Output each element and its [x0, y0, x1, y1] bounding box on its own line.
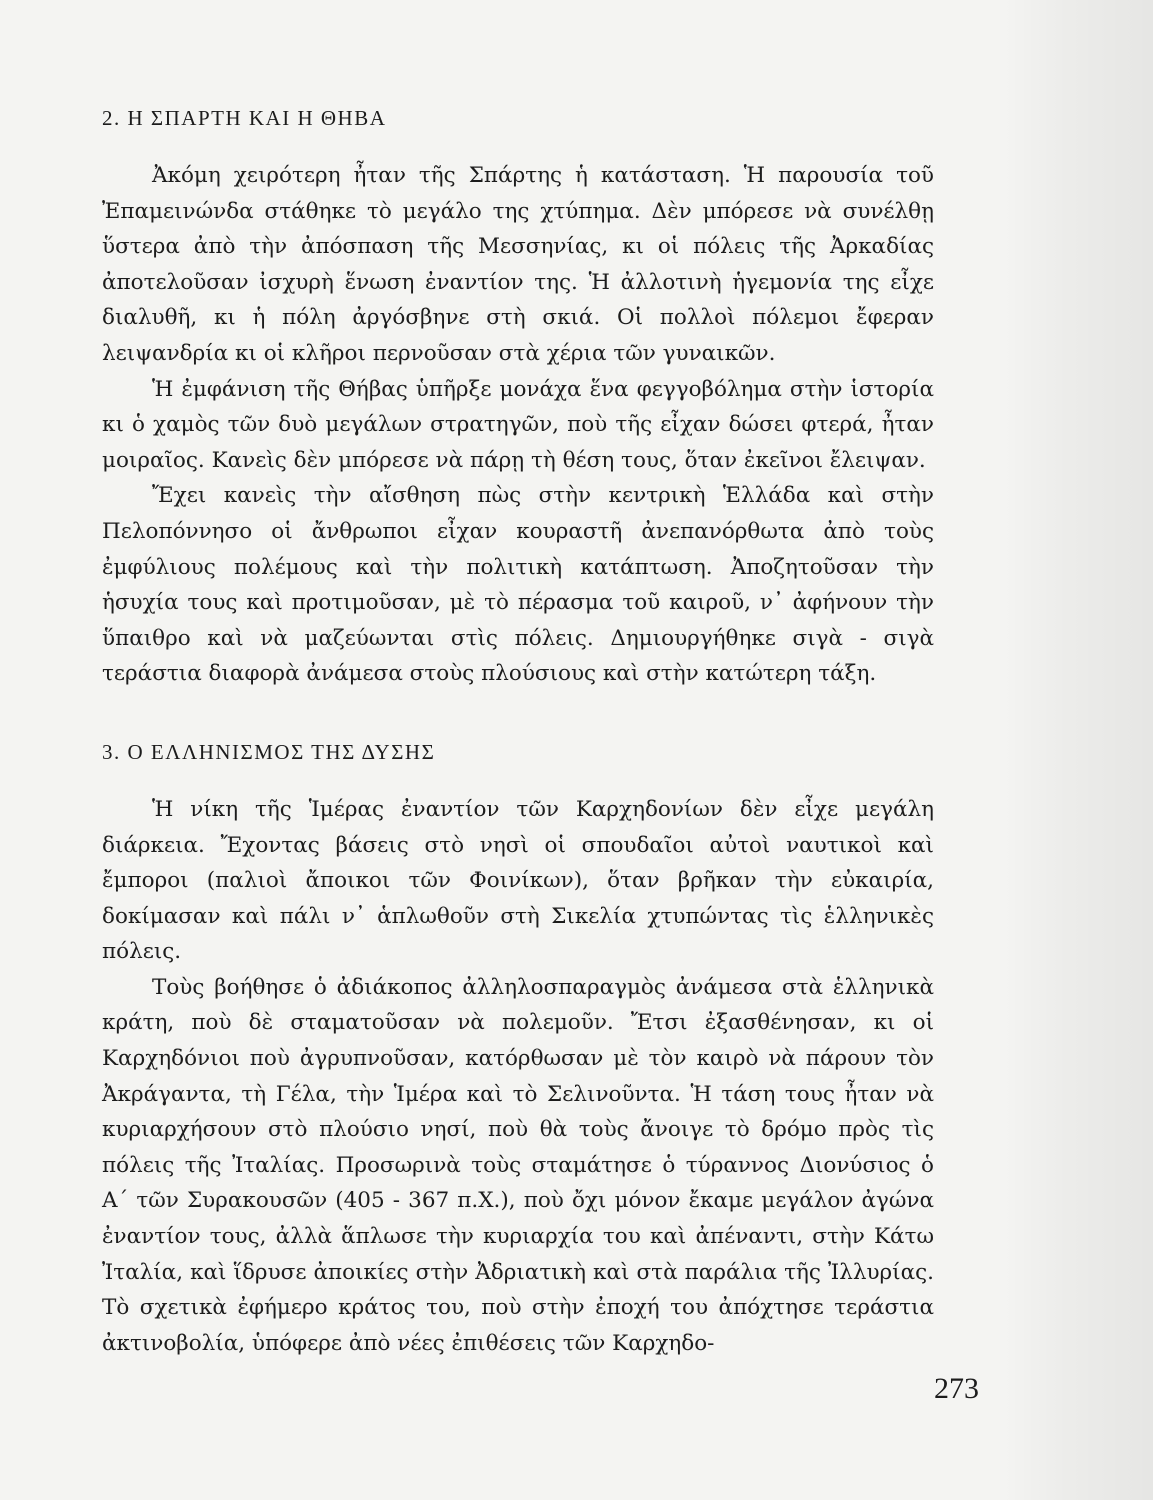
paragraph: Ἡ νίκη τῆς Ἱμέρας ἐναντίον τῶν Καρχηδονίων δὲν εἶχε μεγάλη διάρκεια. Ἔχοντας βάσεις στὸ νησὶ οἱ σπουδαῖοι αὐτοὶ ναυτικοὶ καὶ ἔμποροι (παλιοὶ ἄποικοι τῶν Φοινίκων), ὅταν βρῆκαν τὴν εὐκαιρία, δοκίμασαν καὶ πάλι ν᾽ ἁπλωθοῦν στὴ Σικελία χτυπώντας τὶς ἑλληνικὲς πόλεις. [102, 796, 934, 965]
page-edge-shadow [1003, 0, 1153, 1500]
page-number: 273 [934, 1372, 979, 1405]
paragraph: Ἡ ἐμφάνιση τῆς Θήβας ὑπῆρξε μονάχα ἕνα φεγγοβόλημα στὴν ἱστορία κι ὁ χαμὸς τῶν δυὸ μεγάλων στρατηγῶν, ποὺ τῆς εἶχαν δώσει φτερά, ἦταν μοιραῖος. Κανεὶς δὲν μπόρεσε νὰ πάρῃ τὴ θέση τους, ὅταν ἐκεῖνοι ἔλειψαν. [102, 376, 934, 473]
section-heading-sparta-thebes: 2. Η ΣΠΑΡΤΗ ΚΑΙ Η ΘΗΒΑ [102, 106, 387, 130]
paragraph: Ἔχει κανεὶς τὴν αἴσθηση πὼς στὴν κεντρικὴ Ἑλλάδα καὶ στὴν Πελοπόννησο οἱ ἄνθρωποι εἶχαν κουραστῆ ἀνεπανόρθωτα ἀπὸ τοὺς ἐμφύλιους πολέμους καὶ τὴν πολιτικὴ κατάπτωση. Ἀποζητοῦσαν τὴν ἡσυχία τους καὶ προτιμοῦσαν, μὲ τὸ πέρασμα τοῦ καιροῦ, ν᾽ ἀφήνουν τὴν ὕπαιθρο καὶ νὰ μαζεύωνται στὶς πόλεις. Δημιουργήθηκε σιγὰ - σιγὰ τεράστια διαφορὰ ἀνάμεσα στοὺς πλούσιους καὶ στὴν κατώτερη τάξη. [102, 483, 934, 687]
section-heading-western-hellenism: 3. Ο ΕΛΛΗΝΙΣΜΟΣ ΤΗΣ ΔΥΣΗΣ [102, 739, 436, 764]
paragraph: Ἀκόμη χειρότερη ἦταν τῆς Σπάρτης ἡ κατάσταση. Ἡ παρουσία τοῦ Ἐπαμεινώνδα στάθηκε τὸ μεγάλο της χτύπημα. Δὲν μπόρεσε νὰ συνέλθῃ ὕστερα ἀπὸ τὴν ἀπόσπαση τῆς Μεσσηνίας, κι οἱ πόλεις τῆς Ἀρκαδίας ἀποτελοῦσαν ἰσχυρὴ ἕνωση ἐναντίον της. Ἡ ἀλλοτινὴ ἡγεμονία της εἶχε διαλυθῆ, κι ἡ πόλη ἀργόσβηνε στὴ σκιά. Οἱ πολλοὶ πόλεμοι ἔφεραν λειψανδρία κι οἱ κλῆροι περνοῦσαν στὰ χέρια τῶν γυναικῶν. [102, 163, 934, 366]
paragraph: Τοὺς βοήθησε ὁ ἀδιάκοπος ἀλληλοσπαραγμὸς ἀνάμεσα στὰ ἑλληνικὰ κράτη, ποὺ δὲ σταματοῦσαν νὰ πολεμοῦν. Ἔτσι ἐξασθένησαν, κι οἱ Καρχηδόνιοι ποὺ ἀγρυπνοῦσαν, κατόρθωσαν μὲ τὸν καιρὸ νὰ πάρουν τὸν Ἀκράγαντα, τὴ Γέλα, τὴν Ἱμέρα καὶ τὸ Σελινοῦντα. Ἡ τάση τους ἦταν νὰ κυριαρχήσουν στὸ πλούσιο νησί, ποὺ θὰ τοὺς ἄνοιγε τὸ δρόμο πρὸς τὶς πόλεις τῆς Ἰταλίας. Προσωρινὰ τοὺς σταμάτησε ὁ τύραννος Διονύσιος ὁ Α΄ τῶν Συρακουσῶν (405 - 367 π.Χ.), ποὺ ὄχι μόνον ἔκαμε μεγάλον ἀγώνα ἐναντίον τους, ἀλλὰ ἅπλωσε τὴν κυριαρχία του καὶ ἀπέναντι, στὴν Κάτω Ἰταλία, καὶ ἵδρυσε ἀποικίες στὴν Ἀδριατικὴ καὶ στὰ παράλια τῆς Ἰλλυρίας. Τὸ σχετικὰ ἐφήμερο κράτος του, ποὺ στὴν ἐποχή του ἀπόχτησε τεράστια ἀκτινοβολία, ὑπόφερε ἀπὸ νέες ἐπιθέσεις τῶν Καρχηδο- [102, 974, 934, 1356]
page-body [102, 100, 934, 1361]
